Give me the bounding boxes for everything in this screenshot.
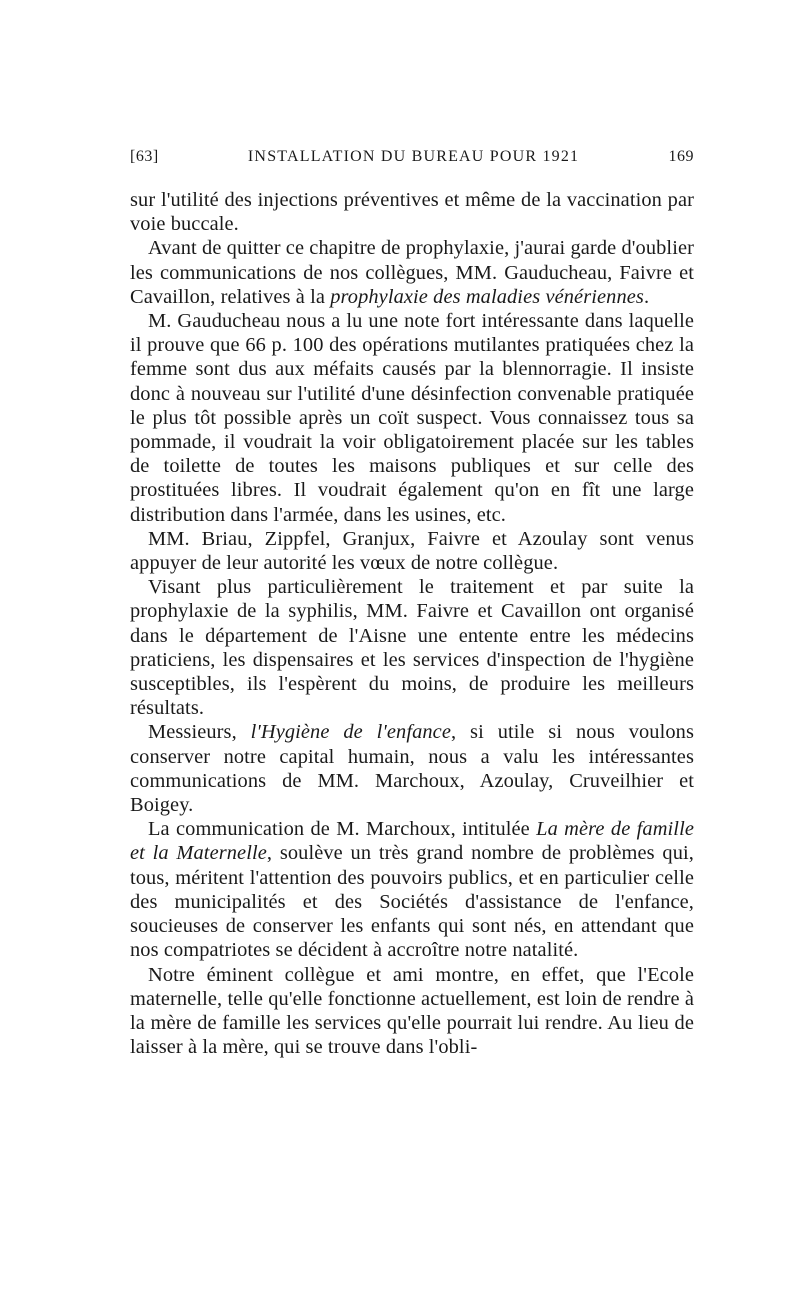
text-run: . — [643, 285, 650, 308]
paragraph-3 — [130, 309, 694, 527]
paragraph-2 — [130, 236, 694, 309]
paragraph-8 — [130, 963, 694, 1060]
text-run: sur l'utilité des injections préventives et même de la vaccination par voie buccale. — [130, 189, 694, 236]
text-run: MM. Briau, Zippfel, Granjux, Faivre et Azoulay sont venus appuyer de leur autorité les vœux de notre collègue. — [130, 527, 694, 575]
text-run: La communication de M. Marchoux, intitulée — [148, 818, 537, 841]
running-head — [130, 148, 694, 174]
text-run: Avant de quitter ce chapitre de prophylaxie, j'aurai garde d'oublier les communications de nos collègues, MM. Gauducheau, Faivre et Cavaillon, relatives à la — [130, 237, 694, 308]
text-run: , si utile si nous voulons conserver notre capital humain, nous a valu les intéressantes communications de MM. Marchoux, Azoulay, Cruveilhier et Boigey. — [130, 721, 694, 817]
book-page — [130, 148, 694, 1059]
paragraph-5 — [130, 575, 694, 720]
paragraph-1 — [130, 188, 694, 236]
page-number: 169 — [668, 148, 694, 165]
text-run: , soulève un très grand nombre de problèmes qui, tous, méritent l'attention des pouvoirs publics, et en particulier celle des municipalités et des Sociétés d'assistance de l'enfance, soucieuses de conserver les enfants qui sont nés, en attendant que nos compatriotes se décident à accroître notre natalité. — [130, 842, 694, 962]
paragraph-7 — [130, 817, 694, 962]
text-run: Messieurs, — [148, 721, 251, 744]
italic-run: La mère de famille et la Maternelle — [130, 818, 694, 865]
paragraph-4 — [130, 527, 694, 575]
running-title: INSTALLATION DU BUREAU POUR 1921 — [247, 148, 580, 165]
italic-run: prophylaxie des maladies vénériennes — [330, 285, 644, 308]
text-run: Visant plus particulièrement le traitement et par suite la prophylaxie de la syphilis, MM. Faivre et Cavaillon ont organisé dans le département de l'Aisne une entente entre les médecins praticiens, les dispensaires et les services d'inspection de l'hygiène susceptibles, ils l'espèrent du moins, de produire les meilleurs résultats. — [130, 576, 694, 720]
body-text — [130, 188, 694, 1059]
paragraph-6 — [130, 720, 694, 817]
italic-run: l'Hygiène de l'enfance — [250, 721, 451, 744]
text-run: M. Gauducheau nous a lu une note fort intéressante dans laquelle il prouve que 66 p. 100 des opérations mutilantes pratiquées chez la femme sont dus aux méfaits causés par la blennorragie. Il insiste donc à nouveau sur l'utilité d'une désinfection convenable pratiquée le plus tôt possible après un coït suspect. Vous connaissez tous sa pommade, il voudrait la voir obligatoirement placée sur les tables de toilette de toutes les maisons publiques et sur celle des prostituées libres. Il voudrait également qu'on en fît une large distribution dans l'armée, dans les usines, etc. — [130, 310, 694, 526]
page-reference: [63] — [130, 148, 159, 165]
text-run: Notre éminent collègue et ami montre, en effet, que l'Ecole maternelle, telle qu'elle fonctionne actuellement, est loin de rendre à la mère de famille les services qu'elle pourrait lui rendre. Au lieu de laisser à la mère, qui se trouve dans l'obli- — [130, 963, 694, 1059]
